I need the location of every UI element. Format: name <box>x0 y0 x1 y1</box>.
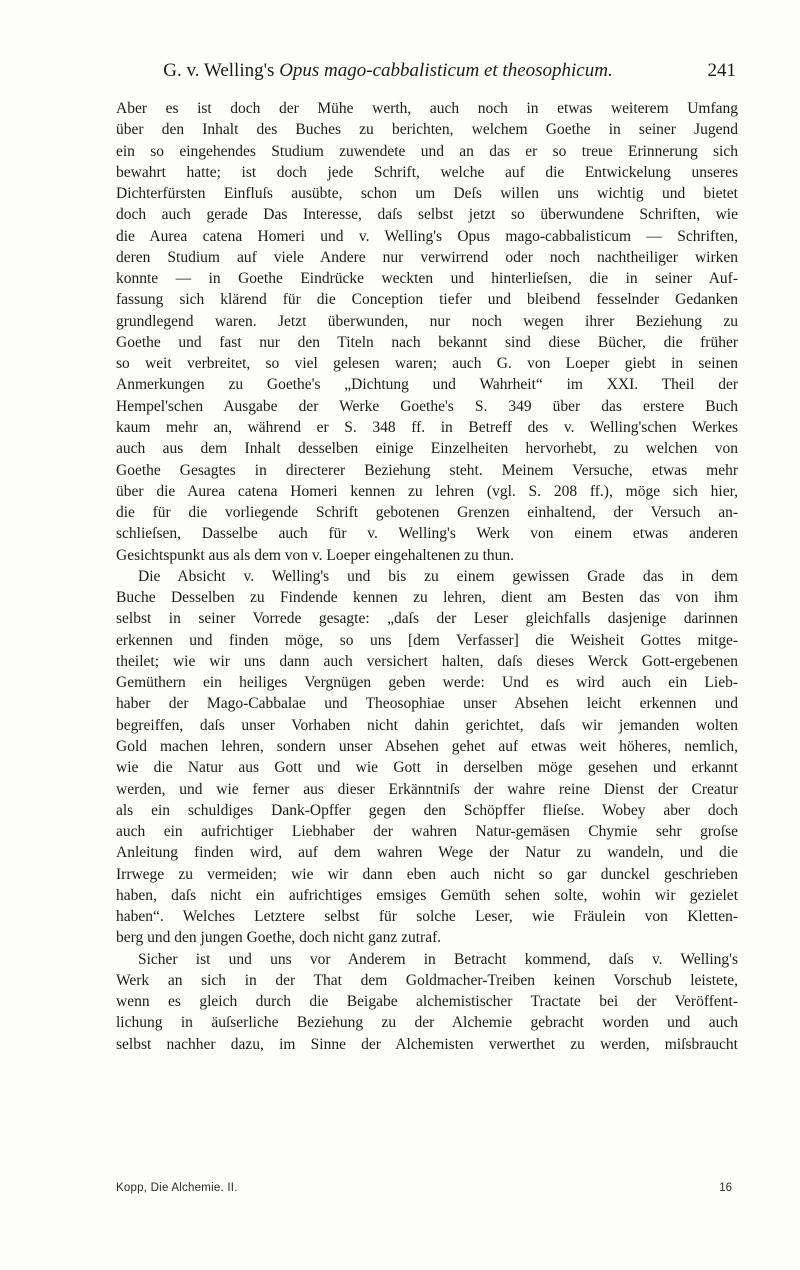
text-line: Hempel'schen Ausgabe der Werke Goethe's S. 349 über das erstere Buch <box>116 397 738 415</box>
running-title-italic: Opus mago-cabbalisticum et theosophicum. <box>279 60 613 81</box>
sheet-signature: Kopp, Die Alchemie. II. <box>116 1182 238 1194</box>
running-head <box>100 58 736 84</box>
text-line: Gold machen lehren, sondern unser Absehen gehet auf etwas weit höheres, nemlich, <box>116 737 738 755</box>
text-line: Buche Desselben zu Findende kennen zu lehren, dient am Besten das von ihm <box>116 589 738 607</box>
text-line: deren Studium auf viele Andere nur verwirrend oder noch nachtheiliger wirken <box>116 248 738 266</box>
text-line: erkennen und finden möge, so uns [dem Verfasser] die Weisheit Gottes mitge- <box>116 631 738 649</box>
paragraph-start-line: Sicher ist und uns vor Anderem in Betracht kommend, daſs v. Welling's <box>138 950 738 968</box>
text-line: Irrwege zu vermeiden; wie wir dann eben auch nicht so gar dunckel geschrieben <box>116 865 738 883</box>
text-line: haber der Mago-Cabbalae und Theosophiae unser Absehen leicht erkennen und <box>116 695 738 713</box>
text-line: kaum mehr an, während er S. 348 ff. in Betreff des v. Welling'schen Werkes <box>116 418 738 436</box>
text-line: Dichterfürsten Einfluſs ausübte, schon um Deſs willen uns wichtig und bietet <box>116 185 738 203</box>
text-line: begreiffen, daſs unser Vorhaben nicht dahin gerichtet, daſs wir jemanden wolten <box>116 716 738 734</box>
text-line: die Aurea catena Homeri und v. Welling's Opus mago-cabbalisticum — Schriften, <box>116 227 738 245</box>
text-line: Anleitung finden wird, auf dem wahren Wege der Natur zu wandeln, und die <box>116 844 738 862</box>
text-line: Werk an sich in der That dem Goldmacher-Treiben keinen Vorschub leistete, <box>116 971 738 989</box>
text-line: selbst nachher dazu, im Sinne der Alchemisten verwerthet zu werden, miſsbraucht <box>116 1035 738 1053</box>
text-line: schlieſsen, Dasselbe auch für v. Welling's Werk von einem etwas anderen <box>116 525 738 543</box>
text-line: grundlegend waren. Jetzt überwunden, nur noch wegen ihrer Beziehung zu <box>116 312 738 330</box>
running-title-prefix: G. v. Welling's <box>163 60 280 81</box>
text-line: bewahrt hatte; ist doch jede Schrift, welche auf die Entwickelung unseres <box>116 163 738 181</box>
text-line: Goethe und fast nur den Titeln nach bekannt sind diese Bücher, die früher <box>116 333 738 351</box>
text-line: als ein schuldiges Dank-Opffer gegen den Schöpffer flieſse. Wobey aber doch <box>116 801 738 819</box>
body-text <box>116 98 738 1055</box>
text-line: auch ein aufrichtiger Liebhaber der wahren Natur-gemäsen Chymie sehr groſse <box>116 823 738 841</box>
text-line: haben, daſs nicht ein aufrichtiges emsiges Gemüth sehen solte, wohin wir gezielet <box>116 886 738 904</box>
text-line: selbst in seiner Vorrede gesagte: „daſs der Leser gleichfalls dasjenige darinnen <box>116 610 738 628</box>
text-line: über den Inhalt des Buches zu berichten, welchem Goethe in seiner Jugend <box>116 121 738 139</box>
text-line: doch auch gerade Das Interesse, daſs selbst jetzt so überwundene Schriften, wie <box>116 206 738 224</box>
sheet-number: 16 <box>719 1182 732 1194</box>
text-line: fassung sich klärend für die Conception tiefer und bleibend fesselnder Gedanken <box>116 291 738 309</box>
text-line: konnte — in Goethe Eindrücke weckten und hinterlieſsen, die in seiner Auf- <box>116 270 738 288</box>
text-line: lichung in äuſserliche Beziehung zu der Alchemie gebracht worden und auch <box>116 1014 738 1032</box>
text-line: die für die vorliegende Schrift gebotenen Grenzen einhaltend, der Versuch an- <box>116 504 738 522</box>
text-line: haben“. Welches Letztere selbst für solche Leser, wie Fräulein von Kletten- <box>116 908 738 926</box>
text-line: ein so eingehendes Studium zuwendete und an das er so treue Erinnerung sich <box>116 142 738 160</box>
page-number: 241 <box>707 60 736 81</box>
text-line: auch aus dem Inhalt desselben einige Einzelheiten hervorhebt, zu welchen von <box>116 440 738 458</box>
text-line: theilet; wie wir uns dann auch versichert halten, daſs dieses Werck Gott-ergebenen <box>116 652 738 670</box>
running-title <box>100 58 676 84</box>
paragraph-start-line: Die Absicht v. Welling's und bis zu einem gewissen Grade das in dem <box>138 567 738 585</box>
text-line: wenn es gleich durch die Beigabe alchemistischer Tractate bei der Veröffent- <box>116 993 738 1011</box>
paragraph-end-line: Gesichtspunkt aus als dem von v. Loeper eingehaltenen zu thun. <box>116 546 515 564</box>
text-line: werden, und wie ferner aus dieser Erkänntniſs der wahre reine Dienst der Creatur <box>116 780 738 798</box>
text-line: über die Aurea catena Homeri kennen zu lehren (vgl. S. 208 ff.), möge sich hier, <box>116 482 738 500</box>
text-line: so weit verbreitet, so viel gelesen waren; auch G. von Loeper giebt in seinen <box>116 355 738 373</box>
page-footer <box>116 1179 738 1197</box>
text-line: Aber es ist doch der Mühe werth, auch noch in etwas weiterem Umfang <box>116 100 738 117</box>
text-line: Gemüthern ein heiliges Vergnügen geben werde: Und es wird auch ein Lieb- <box>116 674 738 692</box>
text-line: Goethe Gesagtes in directerer Beziehung steht. Meinem Versuche, etwas mehr <box>116 461 738 479</box>
text-line: Anmerkungen zu Goethe's „Dichtung und Wahrheit“ im XXI. Theil der <box>116 376 738 394</box>
paragraph-end-line: berg und den jungen Goethe, doch nicht ganz zutraf. <box>116 929 442 947</box>
text-line: wie die Natur aus Gott und wie Gott in derselben möge gesehen und erkannt <box>116 759 738 777</box>
